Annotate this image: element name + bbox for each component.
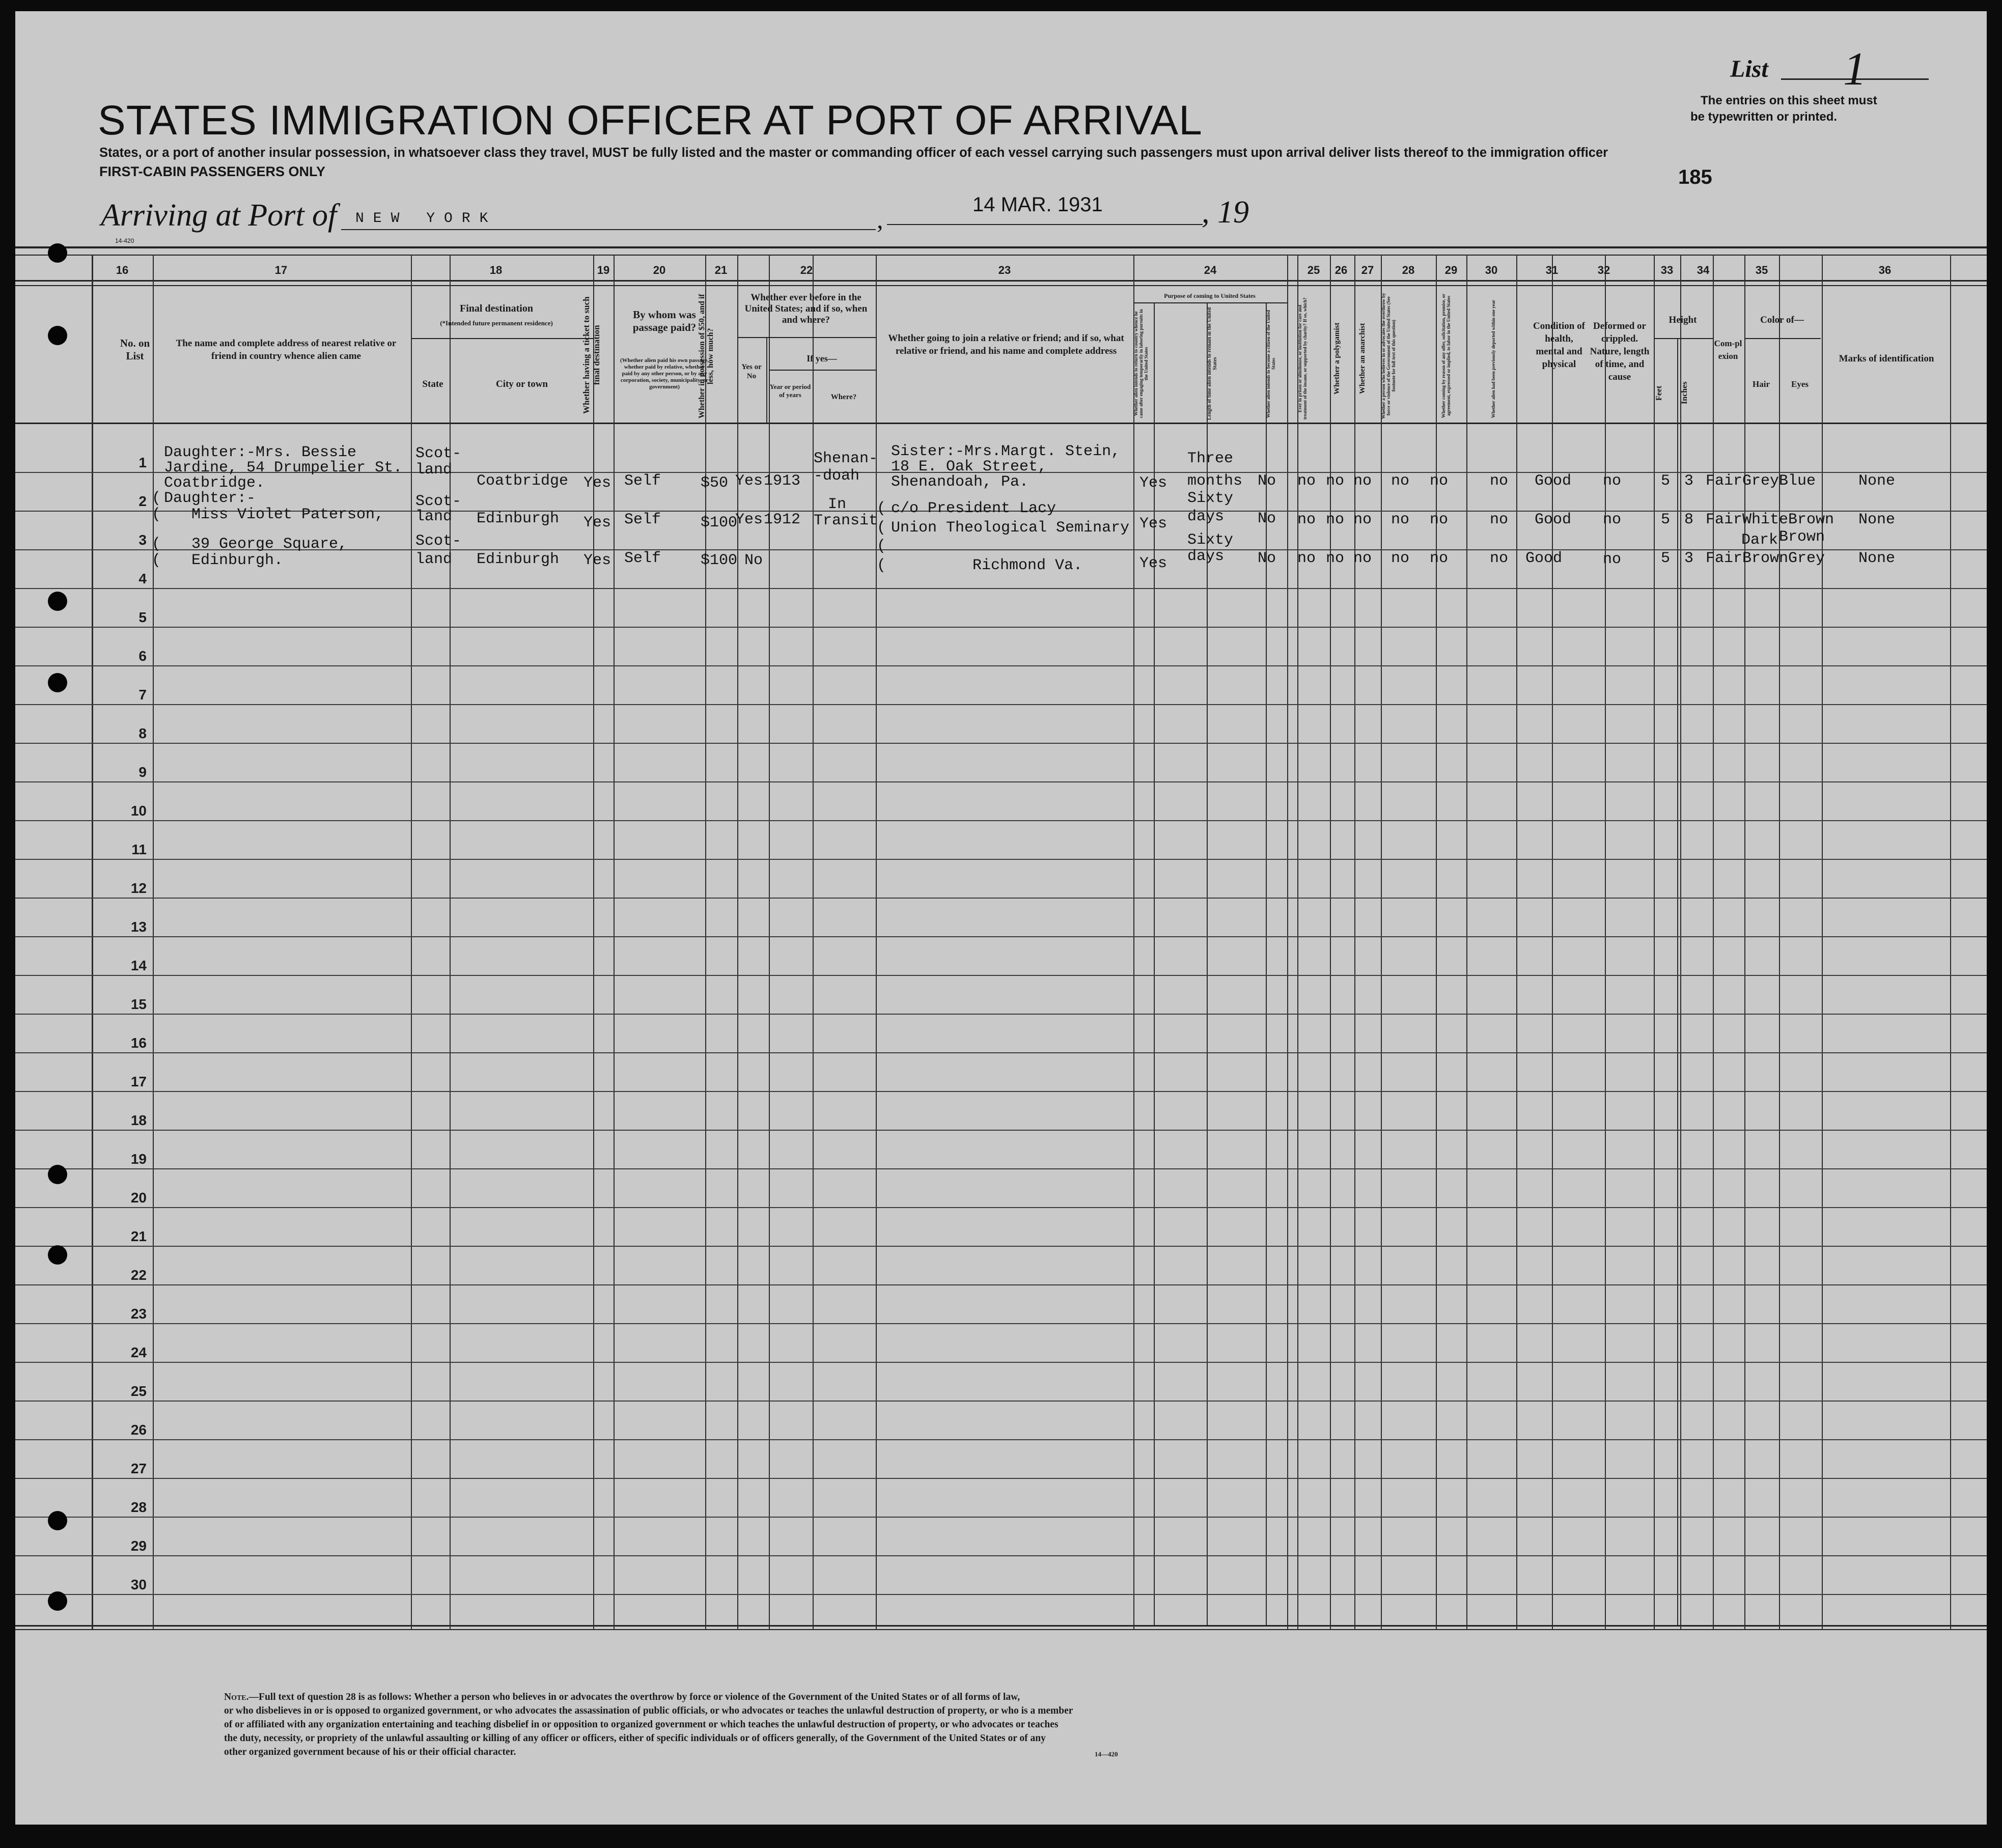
- hdr-nearest-relative: The name and complete address of nearest relative or friend in country whence alien came: [176, 338, 397, 361]
- hdr-state: State: [422, 379, 443, 389]
- e3-hair: Brown: [1742, 550, 1789, 567]
- column-divider: [1680, 255, 1681, 1630]
- footnote-text1: —Full text of question 28 is as follows: Whether a person who believes in or advocates the overthrow by force or violence of the Government of the United States or of all forms of law,: [248, 1692, 1020, 1702]
- bracket-1: (: [152, 490, 161, 507]
- hdr-condition: Condition of health, mental and physical: [1533, 321, 1585, 370]
- e1-join-3: Shenandoah, Pa.: [891, 473, 1029, 491]
- e3-deported: no: [1490, 550, 1509, 567]
- row-number: 26: [130, 1422, 147, 1438]
- table-top-rule: [15, 246, 1987, 248]
- header-bottom-rule: [15, 423, 1987, 424]
- row-line: [15, 781, 1987, 782]
- column-number: 31: [1545, 264, 1559, 276]
- hdr-purpose: Purpose of coming to United States: [1164, 292, 1256, 299]
- e3-paid-by: Self: [624, 550, 661, 567]
- row-line: [15, 1207, 1987, 1208]
- row-line: [15, 1014, 1987, 1015]
- e3-deformed: no: [1603, 551, 1622, 568]
- footnote-line2: or who disbelieves in or is opposed to organized government, or who advocates the assassination of public officials, or who advocates or teaches the unlawful destruction of property, or who is a member: [224, 1705, 1073, 1716]
- row-line: [15, 859, 1987, 860]
- binder-hole: [48, 673, 67, 692]
- row-number: 28: [130, 1499, 147, 1515]
- hdr-height: Height: [1669, 315, 1697, 325]
- e1-relative-2: Jardine, 54 Drumpelier St.: [164, 459, 403, 477]
- e1-relative-1: Daughter:-Mrs. Bessie: [164, 444, 357, 461]
- subcolumn-divider: [1677, 339, 1678, 423]
- footnote-code: 14—420: [1095, 1750, 1118, 1758]
- row-line: [15, 704, 1987, 705]
- footnote-line1: [224, 1690, 1020, 1704]
- row-line: [15, 1052, 1987, 1053]
- column-number: 34: [1697, 264, 1710, 276]
- column-divider: [1466, 255, 1467, 1630]
- column-number: 21: [714, 264, 728, 276]
- footnote-line4: the duty, necessity, or propriety of the unlawful assaulting or killing of any officer or officers, either of specific individuals or of officers generally, of the Government of the United States or of any: [224, 1733, 1046, 1744]
- row-line: [15, 665, 1987, 666]
- e3-feet: 5: [1661, 550, 1671, 567]
- colnum-rule: [15, 280, 1987, 282]
- hdr-length-of-time: Length of time alien intends to remain in the United States: [1207, 307, 1218, 421]
- e1-year: 1913: [764, 472, 801, 490]
- e3-prison: no: [1297, 550, 1316, 567]
- column-number: 35: [1755, 264, 1768, 276]
- hdr-where: Where?: [830, 393, 857, 401]
- row-number: 4: [138, 571, 147, 586]
- row-number: 7: [138, 687, 147, 703]
- row-line: [15, 975, 1987, 976]
- color-divider: [1744, 338, 1821, 339]
- e2-join-1: c/o President Lacy: [891, 500, 1056, 517]
- row-number: 18: [130, 1112, 147, 1128]
- e3-marks: None: [1858, 550, 1896, 567]
- e1-polygamist: no: [1326, 472, 1345, 490]
- if-yes-divider: [769, 370, 876, 371]
- row-number: 12: [130, 880, 147, 896]
- row-number: 13: [130, 919, 147, 935]
- e2-ticket: Yes: [583, 514, 611, 531]
- column-number: 26: [1334, 264, 1348, 276]
- subcolumn-divider: [1154, 303, 1155, 423]
- page-number: 185: [1678, 166, 1712, 188]
- hdr-no-on-list: No. on List: [120, 337, 150, 362]
- e1-eyes: Blue: [1779, 472, 1816, 490]
- e2-hair: White: [1742, 511, 1789, 528]
- column-divider: [1744, 255, 1745, 1630]
- column-number: 20: [653, 264, 666, 276]
- column-divider: [1950, 255, 1951, 1630]
- column-number: 23: [998, 264, 1011, 276]
- column-number: 18: [489, 264, 503, 276]
- row-line: [15, 1478, 1987, 1479]
- hdr-final-destination-note: (*Intended future permanent residence): [440, 319, 553, 327]
- column-number: 29: [1444, 264, 1458, 276]
- e2-purpose: Yes: [1139, 515, 1167, 533]
- row-line: [15, 1246, 1987, 1247]
- e2-deported: no: [1490, 511, 1509, 528]
- column-divider: [1516, 255, 1517, 1630]
- binder-hole: [48, 1511, 67, 1530]
- hdr-deported: Whether alien had been previously deported within one year: [1491, 299, 1496, 418]
- column-divider: [614, 255, 615, 1630]
- e3-eyes: Grey: [1788, 550, 1825, 567]
- e1-before: Yes: [735, 472, 763, 490]
- binder-hole: [48, 243, 67, 263]
- row-line: [15, 1594, 1987, 1595]
- hdr-if-yes: If yes—: [807, 353, 837, 363]
- row-number: 15: [130, 996, 147, 1012]
- hdr-money: Whether in possession of $50, and if less, how much?: [698, 294, 715, 418]
- column-divider: [1436, 255, 1437, 1630]
- e3-relative-2: Edinburgh.: [191, 552, 284, 569]
- column-number: 17: [274, 264, 288, 276]
- e3-inches: 3: [1684, 550, 1694, 567]
- column-divider: [1552, 255, 1553, 1630]
- bracket-6: (: [877, 519, 886, 537]
- row-line: [15, 627, 1987, 628]
- row-line: [15, 1130, 1987, 1131]
- e3-length-2: days: [1187, 548, 1225, 565]
- e1-deported: no: [1490, 472, 1509, 490]
- e3-money: $100: [701, 552, 738, 569]
- row-number: 14: [130, 958, 147, 973]
- subcolumn-divider: [1677, 423, 1678, 1625]
- hdr-polygamist: Whether a polygamist: [1333, 322, 1341, 395]
- e2-length-1: Sixty: [1187, 490, 1234, 507]
- hdr-join-relative: Whether going to join a relative or friend; and if so, what relative or friend, and his name and complete address: [888, 333, 1124, 356]
- e1-state-1: Scot-: [415, 445, 462, 462]
- column-divider: [411, 255, 412, 1630]
- column-divider: [593, 255, 594, 1630]
- e3-overthrow: no: [1391, 550, 1410, 567]
- arriving-label: Arriving at Port of: [101, 198, 337, 233]
- colnum-rule-2: [15, 285, 1987, 286]
- row-number: 29: [130, 1538, 147, 1554]
- e3-purpose: Yes: [1139, 555, 1167, 572]
- footnote-line3: of or affiliated with any organization entertaining and teaching disbelief in or opposition to organized government or which teaches the unlawful destruction of property, or who advocates or teaches: [224, 1719, 1059, 1730]
- row-number: 16: [130, 1035, 147, 1051]
- e1-hair: Grey: [1742, 472, 1779, 490]
- column-number: 36: [1878, 264, 1892, 276]
- e1-prison: no: [1297, 472, 1316, 490]
- list-number: 1: [1843, 43, 1867, 95]
- list-label: List: [1730, 55, 1768, 82]
- form-title: STATES IMMIGRATION OFFICER AT PORT OF ARRIVAL: [98, 97, 1203, 144]
- column-divider: [737, 255, 738, 1630]
- purpose-divider: [1133, 302, 1287, 303]
- e1-overthrow: no: [1391, 472, 1410, 490]
- manifest-sheet: [15, 11, 1987, 1825]
- instruction-line: States, or a port of another insular possession, in whatsoever class they travel, MUST be fully listed and the master or commanding officer of each vessel carrying such passengers must upon arrival deliver lists thereof to the immigration officer: [99, 146, 1608, 160]
- row-line: [15, 1168, 1987, 1169]
- e1-length-2: months: [1187, 472, 1243, 490]
- hdr-overthrow: Whether a person who believes in or advocates the overthrow by force or violence of the Government of the United States (See footnote for full text of this question): [1381, 293, 1396, 419]
- bracket-7: (: [877, 538, 886, 555]
- binder-hole: [48, 1245, 67, 1265]
- height-divider: [1654, 338, 1713, 339]
- row-number: 22: [130, 1267, 147, 1283]
- hdr-prison: Ever in prison or almshouse, or institution for care and treatment of the insane, or supported by charity? If so, which?: [1297, 297, 1308, 420]
- e3-relative-1: 39 George Square,: [191, 536, 348, 553]
- table-bottom-rule: [15, 1625, 1987, 1627]
- subcolumn-divider: [1266, 423, 1267, 1625]
- row-number: 1: [138, 455, 147, 470]
- e1-join-2: 18 E. Oak Street,: [891, 458, 1047, 475]
- column-divider: [1605, 255, 1606, 1630]
- row-line: [15, 1284, 1987, 1285]
- hdr-before-in-us: Whether ever before in the United States; and if so, when and where?: [744, 292, 868, 325]
- footnote-lead: Note.: [224, 1692, 249, 1702]
- row-line: [15, 1517, 1987, 1518]
- e2-prison: no: [1297, 511, 1316, 528]
- e1-state-2: land: [415, 461, 453, 479]
- e3-ticket: Yes: [583, 552, 611, 569]
- column-number: 16: [116, 264, 129, 276]
- e2-marks: None: [1858, 511, 1896, 528]
- column-divider: [153, 255, 154, 1630]
- column-divider: [1287, 255, 1288, 1630]
- row-line: [15, 1439, 1987, 1440]
- column-number: 28: [1402, 264, 1415, 276]
- column-number: 24: [1204, 264, 1217, 276]
- row-number: 9: [138, 764, 147, 780]
- bracket-5: (: [877, 500, 886, 517]
- row-line: [15, 1362, 1987, 1363]
- bracket-2: (: [152, 506, 161, 523]
- e2-state-1: Scot-: [415, 493, 462, 510]
- row-number: 25: [130, 1383, 147, 1399]
- e2-state-2: land: [415, 508, 453, 525]
- e3-state-2: land: [415, 551, 453, 568]
- e2-inches: 8: [1684, 511, 1694, 528]
- e1-deformed: no: [1603, 472, 1622, 490]
- e1-where-2: -doah: [814, 467, 860, 485]
- column-divider: [1354, 255, 1355, 1630]
- row-line: [15, 1555, 1987, 1556]
- row-number: 5: [138, 609, 147, 625]
- row-number: 23: [130, 1306, 147, 1322]
- e2-citizen: No: [1258, 510, 1276, 527]
- e2-paid-by: Self: [624, 511, 661, 528]
- row-number: 19: [130, 1151, 147, 1167]
- column-divider: [1822, 255, 1823, 1630]
- row-line: [15, 743, 1987, 744]
- e1-inches: 3: [1684, 472, 1694, 490]
- column-number: 22: [800, 264, 813, 276]
- hdr-deformed: Deformed or crippled. Nature, length of time, and cause: [1590, 321, 1650, 382]
- e2-polygamist: no: [1326, 511, 1345, 528]
- e3-anarchist: no: [1353, 550, 1372, 567]
- row-line: [15, 1323, 1987, 1324]
- binder-hole: [48, 592, 67, 611]
- e1-where-1: Shenan-: [814, 450, 878, 467]
- e2-before: Yes: [735, 511, 763, 528]
- e3-polygamist: no: [1326, 550, 1345, 567]
- port-underline: [341, 229, 876, 230]
- column-divider: [1381, 255, 1382, 1630]
- e3-length-1: Sixty: [1187, 531, 1234, 549]
- row-number: 2: [138, 493, 147, 509]
- row-line: [15, 1401, 1987, 1402]
- binder-hole: [48, 1591, 67, 1611]
- row-number: 8: [138, 725, 147, 741]
- e2-feet: 5: [1661, 511, 1671, 528]
- row-number: 6: [138, 648, 147, 664]
- row-line: [15, 820, 1987, 821]
- row-line: [15, 588, 1987, 589]
- hdr-complexion: Com-plexion: [1714, 339, 1742, 361]
- hdr-coming: Whether coming by reason of any offer, solicitation, promise, or agreement, expressed or implied, to labor in the United States: [1441, 293, 1451, 418]
- column-divider: [1654, 255, 1655, 1630]
- table-bottom-rule-2: [15, 1629, 1987, 1630]
- table-top-rule-2: [15, 255, 1987, 256]
- form-code: 14-420: [115, 237, 134, 244]
- e2-length-2: days: [1187, 508, 1225, 525]
- e3-eye-prev: Brown: [1779, 528, 1825, 546]
- column-divider: [769, 255, 770, 1630]
- e2-relative-2: Miss Violet Paterson,: [191, 506, 384, 523]
- hdr-inches: Inches: [1680, 381, 1689, 405]
- column-divider: [1297, 255, 1298, 1630]
- hdr-hair: Hair: [1753, 379, 1770, 389]
- binder-hole: [48, 1165, 67, 1184]
- hdr-passage-paid-note: (Whether alien paid his own passage, whether paid by relative, whether paid by any other person, or by any corporation, society, municipality, or government): [620, 357, 709, 390]
- port-name: NEW YORK: [355, 211, 497, 227]
- e1-purpose: Yes: [1139, 474, 1167, 492]
- subcolumn-divider: [766, 338, 767, 423]
- hdr-yes-or-no: Yes or No: [741, 363, 762, 380]
- e1-length-1: Three: [1187, 450, 1234, 467]
- hdr-final-destination: Final destination: [460, 303, 533, 314]
- e1-money: $50: [701, 474, 729, 492]
- e3-hair-prev: Dark: [1741, 531, 1778, 549]
- e1-feet: 5: [1661, 472, 1671, 490]
- hdr-eyes: Eyes: [1791, 379, 1809, 389]
- subcolumn-divider: [769, 338, 770, 423]
- e1-condition: Good: [1535, 472, 1572, 490]
- e2-condition: Good: [1535, 511, 1572, 528]
- column-divider: [92, 255, 93, 1630]
- e2-where-2: Transit: [814, 512, 878, 529]
- row-number: 24: [130, 1345, 147, 1360]
- column-number: 33: [1660, 264, 1674, 276]
- hdr-purpose-return: Whether alien intends to return to country whence he came after engaging temporarily in laboring pursuits in the United States: [1133, 309, 1149, 418]
- e3-state-1: Scot-: [415, 533, 462, 550]
- binder-hole: [48, 326, 67, 345]
- e2-overthrow: no: [1391, 511, 1410, 528]
- e1-citizen: No: [1258, 472, 1276, 490]
- hdr-passage-paid: By whom was passage paid?: [632, 309, 697, 333]
- e2-anarchist: no: [1353, 511, 1372, 528]
- hdr-city: City or town: [495, 379, 548, 389]
- e2-deformed: no: [1603, 511, 1622, 528]
- bracket-4: (: [152, 552, 161, 569]
- dest-divider: [411, 338, 593, 339]
- e3-complexion: Fair: [1706, 550, 1743, 567]
- hdr-feet: Feet: [1655, 385, 1663, 401]
- row-number: 17: [130, 1074, 147, 1089]
- e3-condition: Good: [1525, 550, 1563, 567]
- column-number: 27: [1361, 264, 1374, 276]
- e2-coming: no: [1430, 511, 1449, 528]
- row-number: 21: [130, 1228, 147, 1244]
- bracket-8: (: [877, 557, 886, 574]
- year-prefix: , 19: [1202, 195, 1249, 230]
- comma: ,: [877, 205, 883, 234]
- subcolumn-divider: [1207, 423, 1208, 1625]
- entries-note-2: be typewritten or printed.: [1690, 110, 1838, 124]
- date-underline: [887, 224, 1203, 225]
- e3-before: No: [744, 552, 763, 569]
- hdr-marks: Marks of identification: [1839, 353, 1934, 364]
- row-number: 11: [131, 842, 147, 857]
- hdr-year-period: Year or period of years: [769, 383, 811, 399]
- hdr-citizen: Whether alien intends to become a citizen of the United States: [1266, 310, 1276, 418]
- column-divider: [1330, 255, 1331, 1630]
- e1-complexion: Fair: [1706, 472, 1743, 490]
- e2-city: Edinburgh: [477, 510, 560, 527]
- e2-eyes: Brown: [1788, 511, 1834, 528]
- e3-coming: no: [1430, 550, 1449, 567]
- column-number: 25: [1307, 264, 1320, 276]
- footnote-line5: other organized government because of his or their official character.: [224, 1747, 516, 1757]
- e2-complexion: Fair: [1706, 511, 1743, 528]
- column-divider: [1133, 255, 1134, 1630]
- column-number: 19: [597, 264, 610, 276]
- row-number: 10: [130, 803, 147, 819]
- e3-city: Edinburgh: [477, 551, 560, 568]
- e2-money: $100: [701, 514, 738, 531]
- column-number: 32: [1597, 264, 1610, 276]
- hdr-anarchist: Whether an anarchist: [1358, 323, 1367, 395]
- e2-year: 1912: [764, 511, 801, 528]
- bracket-3: (: [152, 536, 161, 553]
- date-stamp: 14 MAR. 1931: [972, 193, 1103, 216]
- row-number: 30: [130, 1577, 147, 1592]
- e1-anarchist: no: [1353, 472, 1372, 490]
- e1-ticket: Yes: [583, 474, 611, 492]
- row-line: [15, 898, 1987, 899]
- entries-note-1: The entries on this sheet must: [1701, 94, 1877, 107]
- row-number: 27: [130, 1461, 147, 1476]
- e1-relative-3: Coatbridge.: [164, 474, 265, 492]
- hdr-color-of: Color of—: [1760, 315, 1804, 325]
- column-number: 30: [1485, 264, 1498, 276]
- row-number: 3: [138, 532, 147, 548]
- e3-citizen: No: [1258, 550, 1276, 567]
- e2-join-2: Union Theological Seminary: [891, 519, 1130, 537]
- before-divider: [737, 337, 876, 338]
- e1-marks: None: [1858, 472, 1896, 490]
- column-divider: [1713, 255, 1714, 1630]
- e1-coming: no: [1430, 472, 1449, 490]
- column-divider: [705, 255, 706, 1630]
- e2-relative-1: Daughter:-: [164, 490, 256, 507]
- subcolumn-divider: [1154, 423, 1155, 1625]
- column-divider: [1779, 255, 1780, 1630]
- class-line: FIRST-CABIN PASSENGERS ONLY: [99, 164, 326, 179]
- e1-city: Coatbridge: [477, 472, 569, 490]
- e3-join-1: Richmond Va.: [972, 557, 1083, 574]
- e2-where-1: In: [828, 496, 847, 513]
- row-line: [15, 936, 1987, 937]
- e1-paid-by: Self: [624, 472, 661, 490]
- row-line: [15, 1091, 1987, 1092]
- e1-join-1: Sister:-Mrs.Margt. Stein,: [891, 443, 1121, 460]
- row-number: 20: [130, 1190, 147, 1206]
- hdr-ticket: Whether having a ticket to such final destination: [581, 296, 601, 414]
